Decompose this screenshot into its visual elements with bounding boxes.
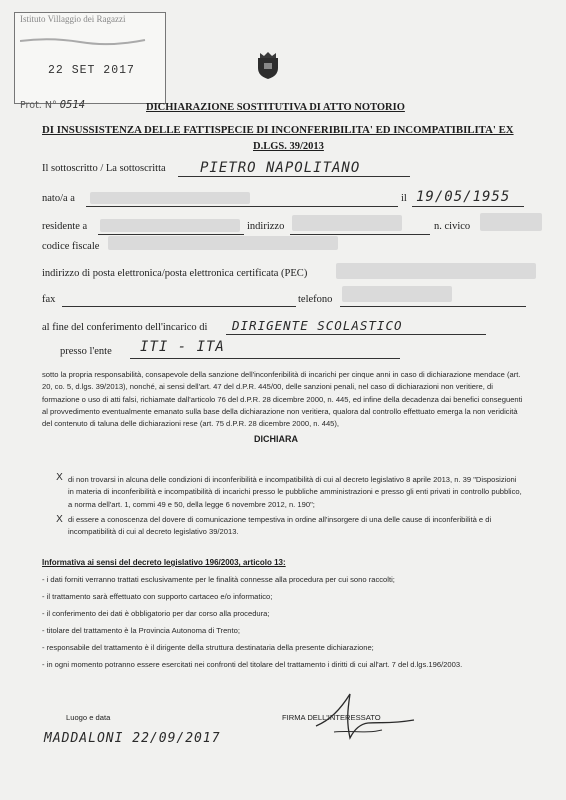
handwritten-signature [310, 690, 420, 750]
entity-label: presso l'ente [60, 346, 112, 357]
declaration-2: di essere a conoscenza del dovere di comunicazione tempestiva in ordine all'insorgere di una delle cause di inconferibilità e di incompatibilità di cui al decreto legislativo 39/2013. [68, 515, 492, 537]
residence-line [98, 234, 244, 235]
document-subtitle: DI INSUSSISTENZA DELLE FATTISPECIE DI INCONFERIBILITA' ED INCOMPATIBILITA' EX [42, 124, 514, 136]
declaration-1: di non trovarsi in alcuna delle condizioni di inconferibilità e incompatibilità di cui al decreto legislativo 8 aprile 2013, n. 39 "Disposizioni in materia di inconferibilità e incompatibilità di incarichi presso le pubbliche amministrazioni e presso gli enti privati in controllo pubblico, a norma dell'art. 1, commi 49 e 50, della legge 6 novembre 2012, n. 190"; [68, 475, 522, 509]
signer-name: PIETRO NAPOLITANO [200, 160, 361, 176]
entity-line [130, 358, 400, 359]
birth-date: 19/05/1955 [416, 189, 511, 205]
protocol-value: 0514 [59, 99, 86, 111]
address-line [290, 234, 430, 235]
born-label: nato/a a [42, 193, 75, 204]
signer-label: Il sottoscritto / La sottoscritta [42, 163, 166, 174]
fax-label: fax [42, 294, 56, 305]
stamp-org: Istituto Villaggio dei Ragazzi [20, 14, 126, 24]
redacted-residence [100, 219, 240, 232]
protocol-label: Prot. N° [20, 100, 57, 111]
redacted-email [336, 263, 536, 279]
privacy-item: - responsabile del trattamento è il dirigente della struttura destinataria della presente dichiarazione; [42, 643, 374, 652]
check-mark-2: X [56, 514, 63, 525]
privacy-item: - titolare del trattamento è la Provincia Autonoma di Trento; [42, 626, 240, 635]
document-law-ref: D.LGS. 39/2013 [253, 141, 324, 152]
protocol-stamp [14, 12, 166, 104]
role-value: DIRIGENTE SCOLASTICO [232, 318, 403, 333]
role-line [226, 334, 486, 335]
entity-value: ITI - ITA [140, 339, 225, 355]
place-date-label: Luogo e data [66, 713, 111, 722]
privacy-notice-title: Informativa ai sensi del decreto legislativo 196/2003, articolo 13: [42, 558, 286, 567]
civic-label: n. civico [434, 221, 471, 232]
responsibility-paragraph: sotto la propria responsabilità, consapevole della sanzione dell'inconferibilità di incarichi per cinque anni in caso di dichiarazione mendace (art. 20, co. 5, d.lgs. 39/2013), nonché, ai sensi dell'art. 47 del d.P.R. 445/00, delle sanzioni penali, nel caso di dichiarazioni non veritiere, di formazione o uso di atti falsi, richiamate dall'articolo 76 del d.P.R. 28 dicembre 2000, n. 445, ed infine della decadenza dai benefici conseguenti al provvedimento eventualmente emanato sulla base della dichiarazione non veritiera, qualora dal controllo effettuato emerga la non veridicità del contenuto di taluna delle dichiarazioni rese (art. 75 d.P.R. 28 dicembre 2000, n. 445), [42, 370, 523, 429]
address-label: indirizzo [247, 221, 285, 232]
redacted-civic [480, 213, 542, 231]
stamp-date: 22 SET 2017 [48, 64, 135, 77]
protocol-number [20, 99, 85, 111]
redacted-address [292, 215, 402, 231]
purpose-label: al fine del conferimento dell'incarico di [42, 322, 208, 333]
phone-label: telefono [298, 294, 333, 305]
declares-heading: DICHIARA [254, 434, 298, 444]
place-date-value: MADDALONI 22/09/2017 [44, 731, 221, 746]
tax-code-label: codice fiscale [42, 241, 100, 252]
signature-label: FIRMA DELL'INTERESSATO [282, 713, 381, 722]
privacy-item: - il trattamento sarà effettuato con supporto cartaceo e/o informatico; [42, 592, 273, 601]
privacy-item: - i dati forniti verranno trattati esclusivamente per le finalità connesse alla procedura per cui sono raccolti; [42, 575, 395, 584]
redacted-tax-code [108, 236, 338, 250]
privacy-item: - in ogni momento potranno essere esercitati nei confronti del titolare del trattamento i diritti di cui all'art. 7 del d.lgs.196/2003. [42, 660, 463, 669]
signer-line [178, 176, 410, 177]
coat-of-arms-icon [256, 50, 280, 80]
document-title: DICHIARAZIONE SOSTITUTIVA DI ATTO NOTORIO [146, 102, 405, 113]
redacted-birthplace [90, 192, 250, 204]
born-date-label: il [401, 193, 407, 204]
born-date-line [412, 206, 524, 207]
residence-label: residente a [42, 221, 88, 232]
email-label: indirizzo di posta elettronica/posta elettronica certificata (PEC) [42, 268, 308, 279]
stamp-smudge [20, 36, 150, 48]
fax-line [62, 306, 296, 307]
born-place-line [86, 206, 398, 207]
check-mark-1: X [56, 472, 63, 483]
redacted-phone [342, 286, 452, 302]
privacy-item: - il conferimento dei dati è obbligatorio per dar corso alla procedura; [42, 609, 270, 618]
phone-line [340, 306, 526, 307]
